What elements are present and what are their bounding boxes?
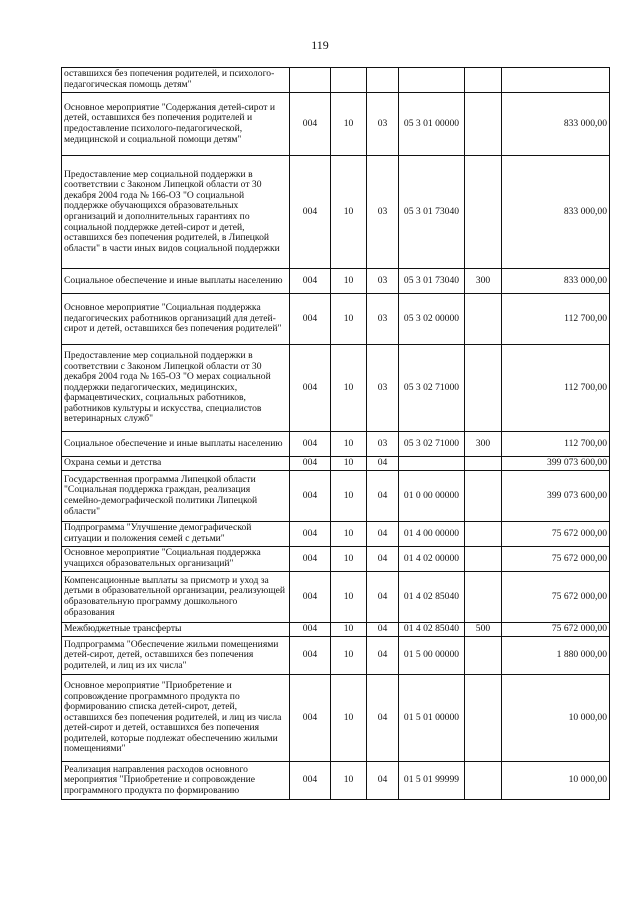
ministry-code: 004 bbox=[290, 675, 331, 762]
table-row bbox=[62, 269, 610, 294]
table-row bbox=[62, 68, 610, 93]
expense-type-code bbox=[465, 522, 502, 547]
expense-type-code bbox=[465, 156, 502, 269]
section-code: 10 bbox=[331, 547, 367, 572]
target-article-code: 01 0 00 00000 bbox=[399, 471, 465, 522]
budget-table bbox=[61, 67, 610, 800]
expense-type-code: 500 bbox=[465, 623, 502, 637]
section-code: 10 bbox=[331, 269, 367, 294]
table-row bbox=[62, 572, 610, 623]
table-row bbox=[62, 547, 610, 572]
expense-type-code: 300 bbox=[465, 432, 502, 457]
expense-type-code bbox=[465, 547, 502, 572]
subsection-code: 03 bbox=[367, 294, 399, 345]
amount: 112 700,00 bbox=[502, 345, 610, 432]
ministry-code bbox=[290, 68, 331, 93]
ministry-code: 004 bbox=[290, 156, 331, 269]
subsection-code: 04 bbox=[367, 623, 399, 637]
amount: 399 073 600,00 bbox=[502, 457, 610, 471]
target-article-code bbox=[399, 457, 465, 471]
target-article-code: 01 5 00 00000 bbox=[399, 637, 465, 675]
page-number: 119 bbox=[311, 38, 329, 52]
section-code: 10 bbox=[331, 93, 367, 156]
row-name: Основное мероприятие "Социальная поддержка педагогических работников организаций для детей-сирот и детей, оставшихся без попечения родителей" bbox=[62, 294, 290, 345]
ministry-code: 004 bbox=[290, 762, 331, 800]
section-code: 10 bbox=[331, 623, 367, 637]
target-article-code: 01 5 01 99999 bbox=[399, 762, 465, 800]
row-name: Основное мероприятие "Содержания детей-сирот и детей, оставшихся без попечения родителей и предоставление психолого-педагогической, медицинской и социальной помощи детям" bbox=[62, 93, 290, 156]
subsection-code: 03 bbox=[367, 345, 399, 432]
target-article-code: 01 4 02 85040 bbox=[399, 572, 465, 623]
ministry-code: 004 bbox=[290, 547, 331, 572]
section-code bbox=[331, 68, 367, 93]
target-article-code: 05 3 02 00000 bbox=[399, 294, 465, 345]
table-row bbox=[62, 623, 610, 637]
subsection-code: 04 bbox=[367, 637, 399, 675]
ministry-code: 004 bbox=[290, 432, 331, 457]
expense-type-code bbox=[465, 294, 502, 345]
subsection-code: 04 bbox=[367, 522, 399, 547]
table-row bbox=[62, 522, 610, 547]
section-code: 10 bbox=[331, 762, 367, 800]
expense-type-code bbox=[465, 572, 502, 623]
row-name: Подпрограмма "Обеспечение жильми помещениями детей-сирот, детей, оставшихся без попечения родителей, и лиц из их числа" bbox=[62, 637, 290, 675]
expense-type-code bbox=[465, 93, 502, 156]
row-name: Реализация направления расходов основного мероприятия "Приобретение и сопровождение программного продукта по формированию bbox=[62, 762, 290, 800]
row-name: Социальное обеспечение и иные выплаты населению bbox=[62, 269, 290, 294]
amount: 833 000,00 bbox=[502, 93, 610, 156]
ministry-code: 004 bbox=[290, 93, 331, 156]
expense-type-code: 300 bbox=[465, 269, 502, 294]
target-article-code: 05 3 01 73040 bbox=[399, 269, 465, 294]
amount: 10 000,00 bbox=[502, 762, 610, 800]
section-code: 10 bbox=[331, 522, 367, 547]
section-code: 10 bbox=[331, 294, 367, 345]
section-code: 10 bbox=[331, 637, 367, 675]
amount: 75 672 000,00 bbox=[502, 547, 610, 572]
amount: 112 700,00 bbox=[502, 432, 610, 457]
table-row bbox=[62, 637, 610, 675]
subsection-code: 03 bbox=[367, 93, 399, 156]
row-name: Охрана семьи и детства bbox=[62, 457, 290, 471]
subsection-code: 04 bbox=[367, 675, 399, 762]
table-row bbox=[62, 675, 610, 762]
amount: 833 000,00 bbox=[502, 269, 610, 294]
table-row bbox=[62, 345, 610, 432]
amount: 833 000,00 bbox=[502, 156, 610, 269]
subsection-code bbox=[367, 68, 399, 93]
amount: 75 672 000,00 bbox=[502, 572, 610, 623]
ministry-code: 004 bbox=[290, 269, 331, 294]
target-article-code: 05 3 02 71000 bbox=[399, 432, 465, 457]
row-name: Предоставление мер социальной поддержки в соответствии с Законом Липецкой области от 30 декабря 2004 года № 166-ОЗ "О социальной поддержке обучающихся образовательных организаций и дополнительных гарантиях по социальной поддержке детей-сирот и детей, оставшихся без попечения родителей, в Липецкой области" в части иных видов социальной поддержки bbox=[62, 156, 290, 269]
subsection-code: 03 bbox=[367, 156, 399, 269]
expense-type-code bbox=[465, 637, 502, 675]
ministry-code: 004 bbox=[290, 457, 331, 471]
section-code: 10 bbox=[331, 457, 367, 471]
target-article-code: 05 3 01 73040 bbox=[399, 156, 465, 269]
amount: 10 000,00 bbox=[502, 675, 610, 762]
row-name: Предоставление мер социальной поддержки в соответствии с Законом Липецкой области от 30 декабря 2004 года № 165-ОЗ "О мерах социальной поддержки педагогических, медицинских, фармацевтических, социальных работников, работников культуры и искусства, специалистов ветеринарных служб" bbox=[62, 345, 290, 432]
amount bbox=[502, 68, 610, 93]
section-code: 10 bbox=[331, 432, 367, 457]
target-article-code: 05 3 01 00000 bbox=[399, 93, 465, 156]
target-article-code: 01 4 00 00000 bbox=[399, 522, 465, 547]
subsection-code: 03 bbox=[367, 269, 399, 294]
amount: 112 700,00 bbox=[502, 294, 610, 345]
row-name: Основное мероприятие "Социальная поддержка учащихся образовательных организаций" bbox=[62, 547, 290, 572]
ministry-code: 004 bbox=[290, 345, 331, 432]
subsection-code: 04 bbox=[367, 547, 399, 572]
ministry-code: 004 bbox=[290, 294, 331, 345]
section-code: 10 bbox=[331, 572, 367, 623]
amount: 1 880 000,00 bbox=[502, 637, 610, 675]
ministry-code: 004 bbox=[290, 572, 331, 623]
section-code: 10 bbox=[331, 345, 367, 432]
row-name: Межбюджетные трансферты bbox=[62, 623, 290, 637]
target-article-code: 01 5 01 00000 bbox=[399, 675, 465, 762]
table-row bbox=[62, 762, 610, 800]
table-row bbox=[62, 471, 610, 522]
expense-type-code bbox=[465, 675, 502, 762]
section-code: 10 bbox=[331, 471, 367, 522]
row-name: оставшихся без попечения родителей, и психолого-педагогическая помощь детям" bbox=[62, 68, 290, 93]
table-row bbox=[62, 432, 610, 457]
subsection-code: 04 bbox=[367, 471, 399, 522]
amount: 399 073 600,00 bbox=[502, 471, 610, 522]
amount: 75 672 000,00 bbox=[502, 522, 610, 547]
ministry-code: 004 bbox=[290, 471, 331, 522]
table-row bbox=[62, 457, 610, 471]
table-row bbox=[62, 156, 610, 269]
ministry-code: 004 bbox=[290, 522, 331, 547]
row-name: Основное мероприятие "Приобретение и сопровождение программного продукта по формированию списка детей-сирот, детей, оставшихся без попечения родителей, и лиц из числа детей-сирот и детей, оставшихся без попечения родителей, которые подлежат обеспечению жилыми помещениями" bbox=[62, 675, 290, 762]
subsection-code: 04 bbox=[367, 762, 399, 800]
section-code: 10 bbox=[331, 156, 367, 269]
subsection-code: 04 bbox=[367, 457, 399, 471]
target-article-code: 05 3 02 71000 bbox=[399, 345, 465, 432]
row-name: Государственная программа Липецкой области "Социальная поддержка граждан, реализация семейно-демографической политики Липецкой области" bbox=[62, 471, 290, 522]
expense-type-code bbox=[465, 68, 502, 93]
table-row bbox=[62, 294, 610, 345]
subsection-code: 04 bbox=[367, 572, 399, 623]
ministry-code: 004 bbox=[290, 637, 331, 675]
expense-type-code bbox=[465, 457, 502, 471]
target-article-code: 01 4 02 00000 bbox=[399, 547, 465, 572]
row-name: Подпрограмма "Улучшение демографической ситуации и положения семей с детьми" bbox=[62, 522, 290, 547]
row-name: Компенсационные выплаты за присмотр и уход за детьми в образовательной организации, реализующей образовательную программу дошкольного образования bbox=[62, 572, 290, 623]
row-name: Социальное обеспечение и иные выплаты населению bbox=[62, 432, 290, 457]
table-row bbox=[62, 93, 610, 156]
target-article-code: 01 4 02 85040 bbox=[399, 623, 465, 637]
section-code: 10 bbox=[331, 675, 367, 762]
target-article-code bbox=[399, 68, 465, 93]
ministry-code: 004 bbox=[290, 623, 331, 637]
expense-type-code bbox=[465, 345, 502, 432]
expense-type-code bbox=[465, 471, 502, 522]
expense-type-code bbox=[465, 762, 502, 800]
amount: 75 672 000,00 bbox=[502, 623, 610, 637]
subsection-code: 03 bbox=[367, 432, 399, 457]
